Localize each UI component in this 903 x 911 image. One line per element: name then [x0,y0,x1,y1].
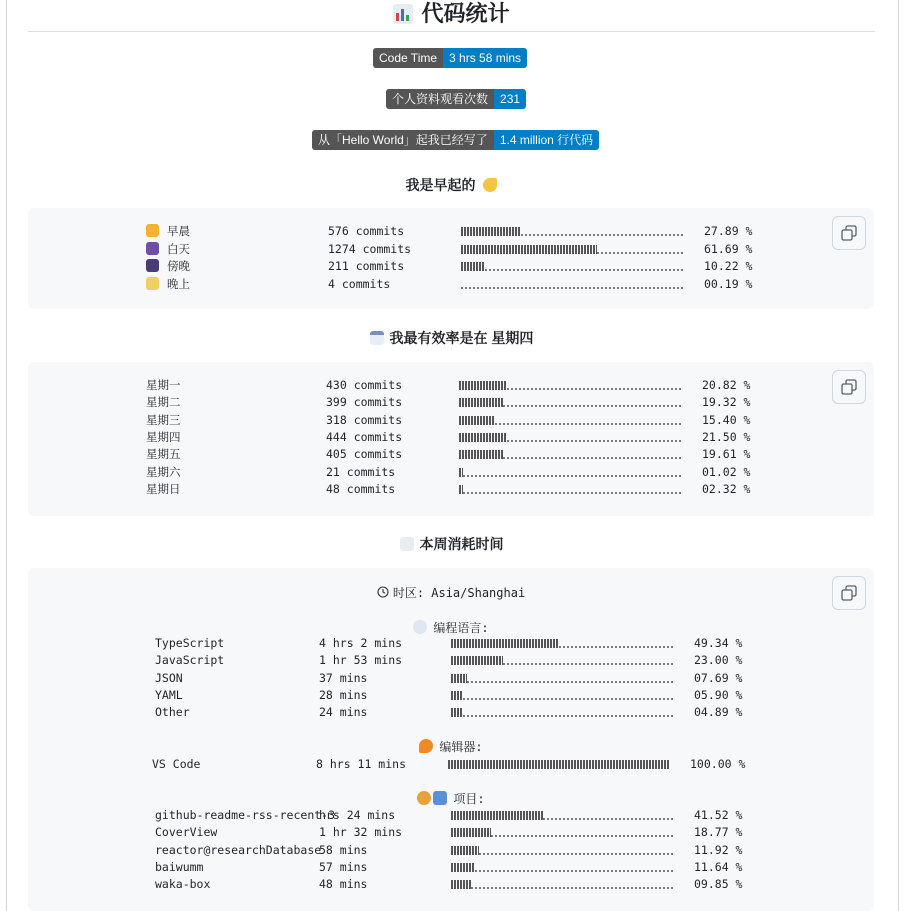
progress-bar [451,691,673,700]
project-row [28,842,828,859]
time-spent: 8 hrs 11 mins [316,757,407,771]
project-name-text: github-readme-rss-recent-3 [155,808,336,822]
language-row [28,652,828,669]
copy-button[interactable] [832,216,866,250]
languages-title: 编程语言: [28,619,874,636]
weekday-label-text: 星期六 [146,464,181,479]
commit-count: 444 commits [326,429,403,444]
project-name-text: waka-box [155,877,211,892]
progress-bar-fill [451,691,463,700]
weekday-label [146,446,181,463]
time-spent: 1 hr 53 mins [319,653,403,668]
percent-cell: 19.61 % [702,447,751,462]
progress-bar-fill [459,381,507,390]
percent-cell: 11.92 % [694,842,743,857]
progress-bar-fill [461,227,521,236]
progress-bar [451,811,673,820]
weekday-label-text: 星期五 [146,447,181,462]
editors-title: 编辑器: [28,738,874,755]
period-label-text: 傍晚 [167,259,190,273]
weekday-label [146,464,181,481]
progress-bar-track [461,280,683,289]
weekday-label-text: 星期日 [146,481,181,496]
progress-bar [451,674,673,683]
weekday-row [28,446,828,463]
time-spent: 4 hrs 2 mins [319,636,403,650]
period-label [146,223,190,240]
language-name [155,687,183,704]
progress-bar-track [597,245,683,254]
percent-cell: 01.02 % [702,464,751,479]
percent-cell: 00.19 % [704,276,753,291]
progress-bar-fill [461,262,485,271]
language-name [155,635,224,652]
percent-cell: 23.00 % [694,653,743,668]
editor-name-text: VS Code [152,757,201,771]
commit-count: 1274 commits [328,241,412,256]
project-name-text: reactor@researchDatabase [155,842,322,857]
percent-cell: 19.32 % [702,395,751,410]
weekday-label-text: 星期一 [146,378,181,392]
progress-bar-track [467,674,673,683]
title-divider [28,31,875,32]
week-time-block [28,568,874,911]
editor-name [152,756,200,773]
progress-bar-fill [451,639,559,648]
progress-bar-track [463,708,673,717]
fire-icon [419,739,433,753]
commit-count: 405 commits [326,447,403,462]
project-name [155,859,203,876]
percent-cell: 61.69 % [704,241,753,256]
weekday-block [28,362,874,516]
weekday-label-text: 星期二 [146,395,181,410]
period-label-text: 白天 [167,241,190,256]
weekday-label-text: 星期三 [146,412,181,427]
time-of-day-block [28,208,874,309]
code-time-badge[interactable]: Code Time 3 hrs 58 mins [373,48,527,68]
time-of-day-row [28,241,828,258]
editor-row [28,756,828,773]
percent-cell: 15.40 % [702,412,751,427]
language-name [155,704,190,721]
progress-bar-fill [451,656,503,665]
progress-bar-track [495,416,681,425]
progress-bar [451,846,673,855]
time-spent: 28 mins [319,687,368,702]
progress-bar [459,398,681,407]
time-spent: 1 hr 32 mins [319,825,403,840]
percent-cell: 10.22 % [704,259,753,273]
timezone-line: 时区: Asia/Shanghai [28,584,874,601]
progress-bar-track [485,262,683,271]
progress-bar-fill [451,828,491,837]
commit-count: 576 commits [328,224,405,238]
language-name-text: YAML [155,687,183,702]
clock-icon [377,586,389,598]
progress-bar-track [521,227,683,236]
progress-bar [459,450,681,459]
language-row [28,635,828,652]
weekday-row [28,412,828,429]
weekday-heading: 我最有效率是在 星期四 [0,328,903,348]
progress-bar-fill [459,398,503,407]
calendar-icon [370,331,384,345]
progress-bar [461,245,683,254]
progress-bar-fill [451,846,479,855]
percent-cell: 20.82 % [702,378,751,392]
progress-bar-track [463,468,681,477]
weekday-label [146,481,181,498]
commit-count: 211 commits [328,259,405,273]
progress-bar-fill [451,708,463,717]
time-spent: 48 mins [319,877,368,892]
copy-icon [841,379,857,395]
project-row [28,807,828,824]
commit-count: 430 commits [326,378,403,392]
progress-bar [451,708,673,717]
language-name-text: JSON [155,670,183,685]
time-of-day-row [28,223,828,240]
percent-cell: 49.34 % [694,636,743,650]
page-title: 代码统计 [0,0,903,31]
early-bird-heading: 我是早起的 [0,175,903,195]
progress-bar-track [507,433,681,442]
progress-bar-fill [459,433,507,442]
percent-cell: 18.77 % [694,825,743,840]
percent-cell: 09.85 % [694,877,743,892]
weekday-label [146,394,181,411]
computer-icon [433,791,447,805]
progress-bar [459,433,681,442]
progress-bar-fill [448,760,670,769]
progress-bar [451,880,673,889]
progress-bar [459,416,681,425]
percent-cell: 05.90 % [694,687,743,702]
commit-count: 21 commits [326,464,396,479]
project-row [28,859,828,876]
cat-icon [417,791,431,805]
city-dusk-icon [146,259,159,272]
commit-count: 399 commits [326,395,403,410]
percent-cell: 41.52 % [694,808,743,822]
weekday-row [28,429,828,446]
project-name-text: baiwumm [155,859,204,874]
project-row [28,824,828,841]
progress-bar-fill [461,245,597,254]
progress-bar [461,227,683,236]
progress-bar-fill [459,416,495,425]
language-name [155,670,183,687]
project-name [155,842,321,859]
progress-bar-fill [451,811,543,820]
time-spent: 58 mins [319,842,368,857]
percent-cell: 07.69 % [694,670,743,685]
progress-bar-track [503,656,673,665]
progress-bar [461,262,683,271]
city-day-icon [146,242,159,255]
progress-bar-track [463,485,681,494]
commit-count: 4 commits [328,276,391,291]
percent-cell: 04.89 % [694,705,743,720]
copy-button[interactable] [832,370,866,404]
bar-chart-icon [393,4,413,24]
progress-bar [451,828,673,837]
speech-bubble-icon [413,620,427,634]
time-spent: hrs 24 mins [319,808,396,822]
period-label-text: 早晨 [167,224,190,238]
project-row [28,876,828,893]
copy-icon [841,225,857,241]
project-name-text: CoverView [155,825,218,840]
progress-bar [451,639,673,648]
weekday-label [146,377,181,394]
weekday-label [146,412,181,429]
weekday-row [28,481,828,498]
crescent-moon-icon [146,277,159,290]
percent-cell: 27.89 % [704,224,753,238]
weekday-row [28,464,828,481]
sun-bird-icon [483,178,497,192]
commit-count: 318 commits [326,412,403,427]
project-name [155,807,335,824]
language-row [28,670,828,687]
progress-bar-track [463,691,673,700]
progress-bar [459,381,681,390]
progress-bar [461,280,683,289]
time-of-day-row [28,258,828,275]
weekday-label-text: 星期四 [146,429,181,444]
percent-cell: 21.50 % [702,429,751,444]
language-name-text: Other [155,705,190,720]
time-spent: 24 mins [319,705,368,720]
time-of-day-row [28,276,828,293]
progress-bar-track [479,846,673,855]
progress-bar-track [503,450,681,459]
progress-bar-track [503,398,681,407]
weekday-row [28,377,828,394]
progress-bar-track [475,863,673,872]
bar-chart-icon [400,537,414,551]
percent-cell: 02.32 % [702,481,751,496]
commit-count: 48 commits [326,481,396,496]
progress-bar-fill [451,863,475,872]
period-label [146,258,190,275]
progress-bar-track [559,639,673,648]
language-name-text: JavaScript [155,653,225,668]
period-label [146,241,190,258]
progress-bar [448,760,670,769]
sunrise-icon [146,224,159,237]
project-name [155,824,217,841]
period-label [146,276,190,293]
progress-bar-track [471,880,673,889]
weekday-row [28,394,828,411]
language-row [28,704,828,721]
lines-of-code-badge[interactable]: 从「Hello World」起我已经写了 1.4 million 行代码 [312,130,599,150]
progress-bar-track [491,828,673,837]
progress-bar [459,485,681,494]
progress-bar-fill [451,674,467,683]
progress-bar-track [507,381,681,390]
language-name-text: TypeScript [155,636,225,650]
progress-bar-fill [459,450,503,459]
week-time-heading: 本周消耗时间 [0,534,903,554]
weekday-label [146,429,181,446]
projects-title: 项目: [28,790,874,807]
progress-bar-fill [451,880,471,889]
project-name [155,876,210,893]
progress-bar [451,656,673,665]
percent-cell: 100.00 % [690,757,746,771]
time-spent: 57 mins [319,859,368,874]
time-spent: 37 mins [319,670,368,685]
progress-bar [459,468,681,477]
language-row [28,687,828,704]
language-name [155,652,224,669]
progress-bar [451,863,673,872]
period-label-text: 晚上 [167,276,190,291]
percent-cell: 11.64 % [694,859,743,874]
profile-views-badge[interactable]: 个人资料观看次数 231 [386,89,526,109]
progress-bar-track [543,811,673,820]
